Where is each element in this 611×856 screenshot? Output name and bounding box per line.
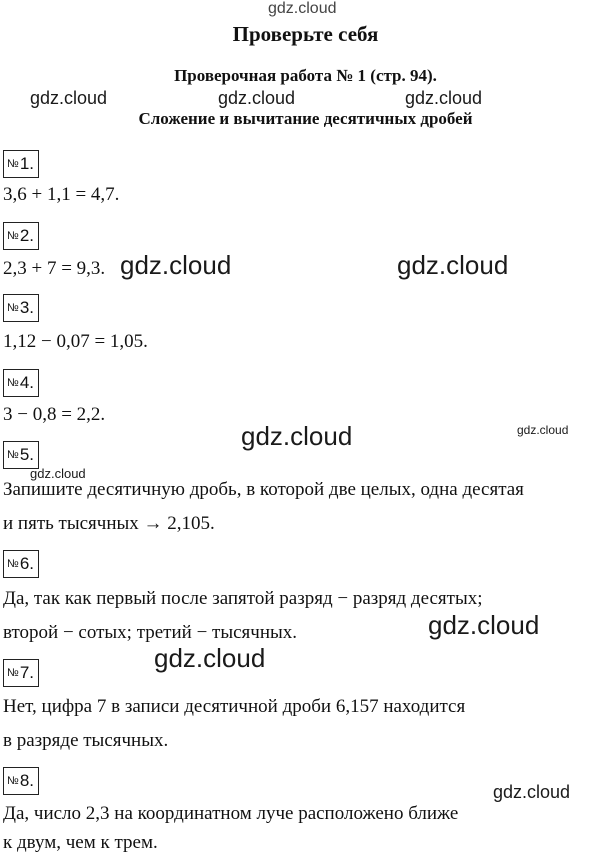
task-answer-line: 3 − 0,8 = 2,2. [3, 404, 106, 425]
watermark: gdz.cloud [120, 250, 232, 280]
task-answer-line: Запишите десятичную дробь, в которой две целых, одна десятая [3, 479, 524, 500]
watermark-top: gdz.cloud [268, 0, 337, 17]
task-answer-line: Да, число 2,3 на координатном луче расположено ближе [3, 803, 459, 824]
task-number-box: №4. [3, 369, 39, 397]
watermark: gdz.cloud [517, 423, 569, 437]
watermark: gdz.cloud [405, 88, 483, 108]
watermark: gdz.cloud [397, 250, 509, 280]
task-answer-line: к двум, чем к трем. [3, 832, 158, 853]
task-number-box: №6. [3, 550, 39, 578]
task-answer-line: Да, так как первый после запятой разряд − разряд десятых; [3, 588, 483, 609]
watermark: gdz.cloud [30, 466, 86, 481]
task-number-box: №2. [3, 222, 39, 250]
page-title: Проверьте себя [232, 22, 379, 46]
work-subtitle: Сложение и вычитание десятичных дробей [138, 109, 473, 128]
task-number-box: №8. [3, 767, 39, 795]
task-answer-line: и пять тысячных → 2,105. [3, 513, 215, 534]
work-title: Проверочная работа № 1 (стр. 94). [174, 66, 437, 85]
watermark: gdz.cloud [30, 88, 108, 108]
task-answer-line: второй − сотых; третий − тысячных. [3, 622, 298, 643]
task-number-box: №5. [3, 441, 39, 469]
watermark: gdz.cloud [428, 610, 540, 640]
task-answer-line: Нет, цифра 7 в записи десятичной дроби 6,157 находится [3, 696, 466, 717]
watermark: gdz.cloud [241, 421, 353, 451]
task-number-box: №1. [3, 150, 39, 178]
task-answer-line: 2,3 + 7 = 9,3. [3, 258, 106, 279]
task-number-box: №7. [3, 659, 39, 687]
watermark: gdz.cloud [493, 782, 571, 802]
watermark: gdz.cloud [154, 643, 266, 673]
task-number-box: №3. [3, 294, 39, 322]
task-answer-line: 3,6 + 1,1 = 4,7. [3, 184, 120, 205]
task-answer-line: 1,12 − 0,07 = 1,05. [3, 331, 148, 352]
task-answer-line: в разряде тысячных. [3, 730, 169, 751]
watermark: gdz.cloud [218, 88, 296, 108]
